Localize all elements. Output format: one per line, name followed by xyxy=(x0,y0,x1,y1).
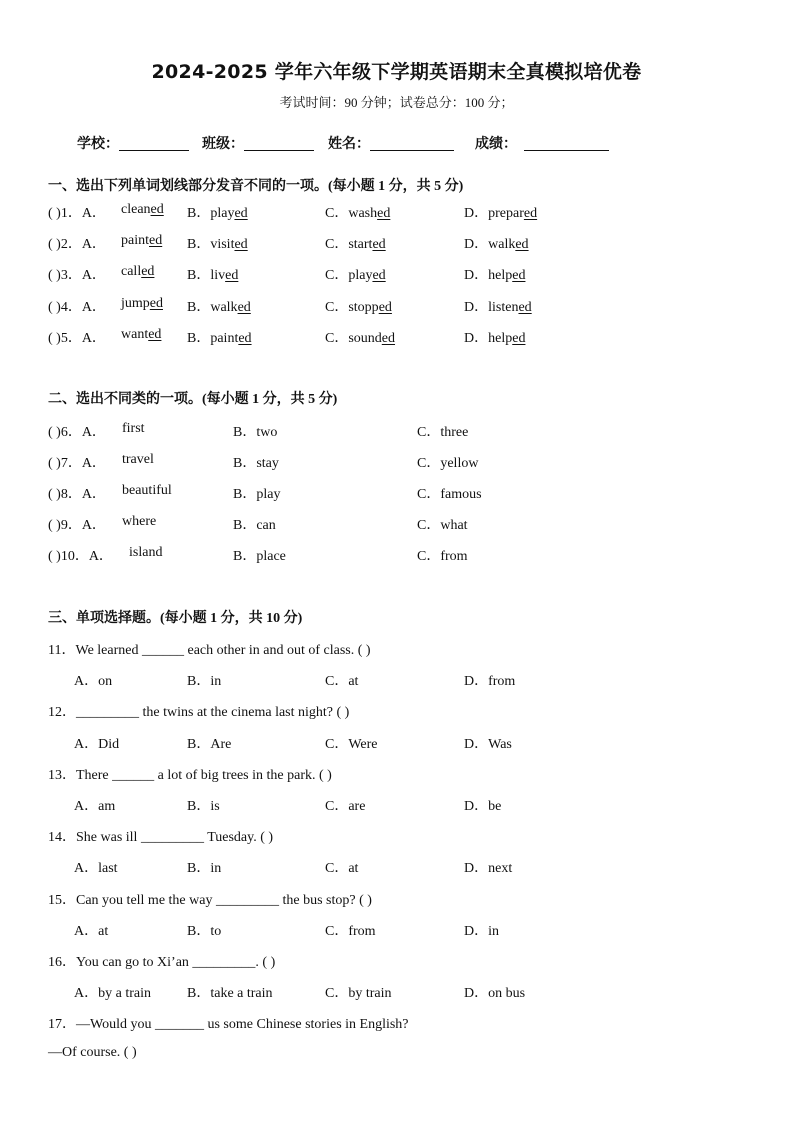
school-label: 学校： xyxy=(77,137,119,152)
option-d: D．in xyxy=(464,924,499,939)
option-c: C．started xyxy=(325,237,386,252)
question-reply: —Of course. ( ) xyxy=(48,1045,137,1060)
question-number: ( )4．A． xyxy=(48,300,106,315)
school-blank[interactable] xyxy=(119,150,189,151)
option-d: D．listened xyxy=(464,300,532,315)
option-a: A．Did xyxy=(74,737,120,752)
option-c: C．yellow xyxy=(417,456,479,471)
option-a: jumped xyxy=(121,296,163,311)
option-b: B．take a train xyxy=(187,986,273,1001)
option-b: B．in xyxy=(187,861,222,876)
section-1-heading: 一、选出下列单词划线部分发音不同的一项。(每小题 1 分，共 5 分) xyxy=(48,179,464,194)
option-c: C．played xyxy=(325,268,386,283)
option-d: D．on bus xyxy=(464,986,526,1001)
option-c: C．by train xyxy=(325,986,392,1001)
option-a: wanted xyxy=(121,327,162,342)
option-b: B．lived xyxy=(187,268,239,283)
score-blank[interactable] xyxy=(524,150,609,151)
question-stem: 13．There ______ a lot of big trees in the park. ( ) xyxy=(48,768,332,783)
option-b: B．to xyxy=(187,924,222,939)
option-a: where xyxy=(122,514,157,529)
question-stem: 15．Can you tell me the way _________ the bus stop? ( ) xyxy=(48,893,372,908)
class-blank[interactable] xyxy=(244,150,314,151)
option-b: B．painted xyxy=(187,331,252,346)
option-a: A．last xyxy=(74,861,118,876)
question-number: ( )10．A． xyxy=(48,549,113,564)
option-c: C．famous xyxy=(417,487,482,502)
option-d: D．walked xyxy=(464,237,529,252)
option-a: island xyxy=(129,545,163,560)
option-c: C．at xyxy=(325,674,359,689)
option-d: D．prepared xyxy=(464,206,538,221)
exam-info: 考试时间：90 分钟；试卷总分：100 分； xyxy=(279,95,514,110)
option-d: D．from xyxy=(464,674,516,689)
option-c: C．from xyxy=(325,924,376,939)
option-a: A．on xyxy=(74,674,113,689)
option-a: A．am xyxy=(74,799,116,814)
option-c: C．three xyxy=(417,425,469,440)
option-a: beautiful xyxy=(122,483,172,498)
option-b: B．in xyxy=(187,674,222,689)
option-d: D．next xyxy=(464,861,513,876)
question-number: ( )8．A． xyxy=(48,487,106,502)
question-number: ( )9．A． xyxy=(48,518,106,533)
class-label: 班级： xyxy=(202,137,244,152)
question-number: ( )7．A． xyxy=(48,456,106,471)
option-c: C．stopped xyxy=(325,300,392,315)
option-c: C．sounded xyxy=(325,331,396,346)
option-b: B．played xyxy=(187,206,248,221)
name-blank[interactable] xyxy=(370,150,454,151)
option-b: B．can xyxy=(233,518,276,533)
option-a: A．by a train xyxy=(74,986,151,1001)
option-d: D．Was xyxy=(464,737,512,752)
option-b: B．Are xyxy=(187,737,232,752)
section-2-heading: 二、选出不同类的一项。(每小题 1 分，共 5 分) xyxy=(48,392,338,407)
option-b: B．visited xyxy=(187,237,248,252)
question-number: ( )1．A． xyxy=(48,206,106,221)
option-b: B．is xyxy=(187,799,220,814)
option-b: B．stay xyxy=(233,456,279,471)
option-a: cleaned xyxy=(121,202,164,217)
section-3-heading: 三、单项选择题。(每小题 1 分，共 10 分) xyxy=(48,611,303,626)
score-label: 成绩： xyxy=(475,137,517,152)
question-stem: 12．_________ the twins at the cinema last night? ( ) xyxy=(48,705,350,720)
question-number: ( )2．A． xyxy=(48,237,106,252)
option-a: A．at xyxy=(74,924,109,939)
name-label: 姓名： xyxy=(328,137,370,152)
option-b: B．play xyxy=(233,487,281,502)
option-a: first xyxy=(122,421,145,436)
option-d: D．helped xyxy=(464,268,526,283)
option-d: D．helped xyxy=(464,331,526,346)
question-number: ( )6．A． xyxy=(48,425,106,440)
option-b: B．place xyxy=(233,549,286,564)
option-c: C．at xyxy=(325,861,359,876)
option-a: painted xyxy=(121,233,163,248)
option-c: C．are xyxy=(325,799,366,814)
option-a: called xyxy=(121,264,155,279)
question-stem: 16．You can go to Xi’an _________. ( ) xyxy=(48,955,276,970)
option-b: B．two xyxy=(233,425,278,440)
option-c: C．washed xyxy=(325,206,391,221)
option-a: travel xyxy=(122,452,154,467)
question-number: ( )3．A． xyxy=(48,268,106,283)
option-d: D．be xyxy=(464,799,502,814)
option-c: C．what xyxy=(417,518,468,533)
question-stem: 11．We learned ______ each other in and out of class. ( ) xyxy=(48,643,371,658)
option-c: C．from xyxy=(417,549,468,564)
question-stem: 14．She was ill _________ Tuesday. ( ) xyxy=(48,830,274,845)
page-title: 2024-2025 学年六年级下学期英语期末全真模拟培优卷 xyxy=(151,61,642,83)
option-b: B．walked xyxy=(187,300,251,315)
option-c: C．Were xyxy=(325,737,378,752)
question-stem: 17．—Would you _______ us some Chinese stories in English? xyxy=(48,1017,409,1032)
question-number: ( )5．A． xyxy=(48,331,106,346)
